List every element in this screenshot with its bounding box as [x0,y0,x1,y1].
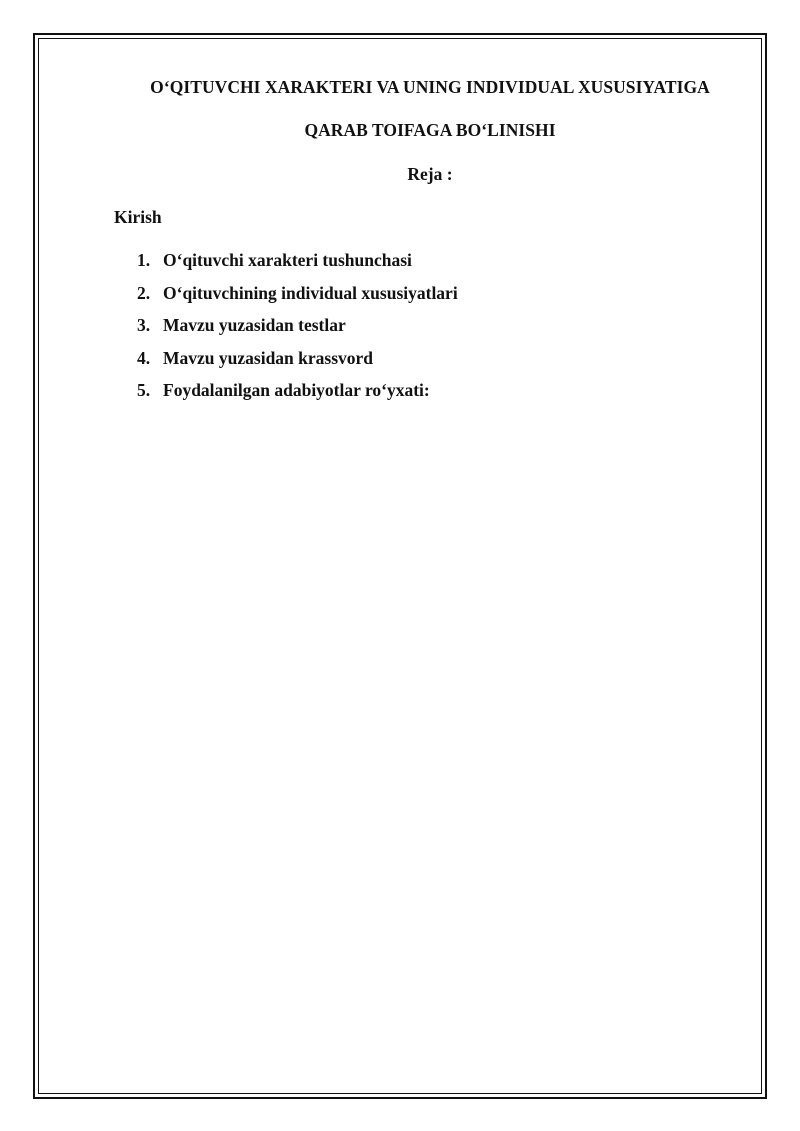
page-border [33,33,767,1099]
plan-item [137,315,458,348]
document-title-line-2: QARAB TOIFAGA BO‘LINISHI [304,120,556,140]
intro-label: Kirish [114,207,162,227]
plan-item-text: Mavzu yuzasidan krassvord [163,347,374,368]
plan-item-text: Mavzu yuzasidan testlar [163,315,346,335]
plan-item-number: 4. [137,347,151,368]
plan-item-number: 5. [137,380,151,400]
plan-item-text: O‘qituvchi xarakteri tushunchasi [163,250,412,270]
plan-item-text: Foydalanilgan adabiyotlar ro‘yxati: [163,380,430,400]
document-title-line-1: O‘QITUVCHI XARAKTERI VA UNING INDIVIDUAL XUSUSIYATIGA [150,77,710,97]
plan-item [137,283,458,316]
plan-item [137,348,458,381]
plan-item-number: 2. [137,282,151,303]
plan-item-text: O‘qituvchining individual xususiyatlari [163,282,458,303]
plan-list [137,250,458,413]
plan-item-number: 1. [137,250,151,270]
plan-heading: Reja : [407,164,453,184]
plan-item [137,250,458,283]
plan-item-number: 3. [137,315,151,335]
plan-item [137,380,458,413]
